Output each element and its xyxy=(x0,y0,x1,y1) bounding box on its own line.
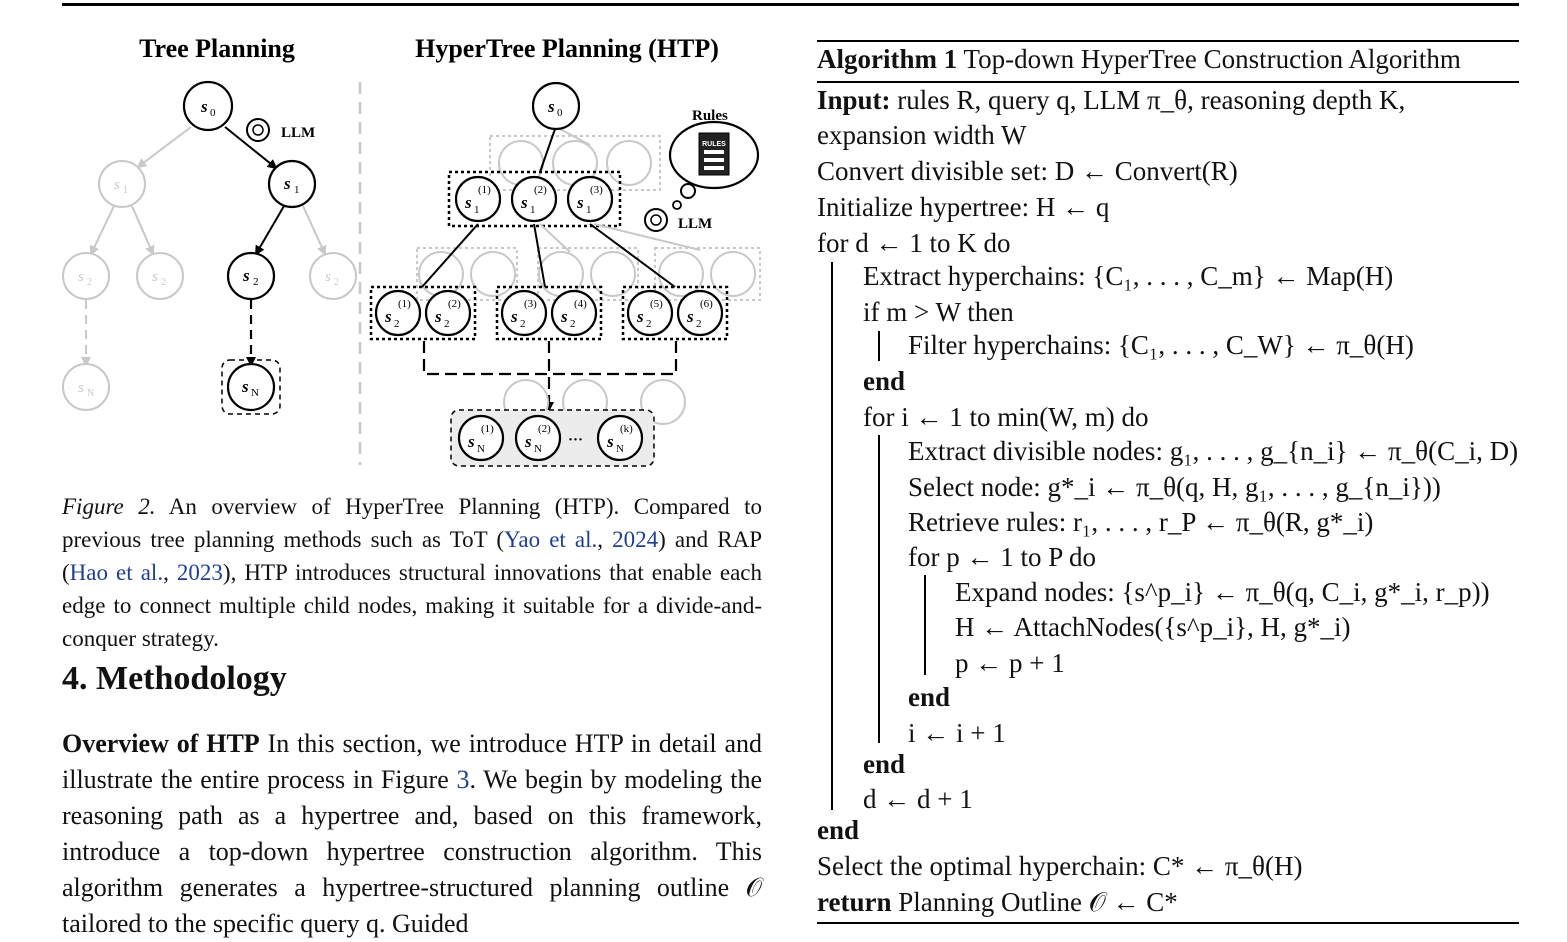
svg-text:2: 2 xyxy=(334,277,339,288)
svg-text:s: s xyxy=(548,97,555,116)
node-sN xyxy=(228,364,274,410)
svg-text:s: s xyxy=(284,174,291,193)
svg-text:(2): (2) xyxy=(534,184,547,196)
ghost-node xyxy=(471,252,515,296)
svg-text:2: 2 xyxy=(444,318,450,330)
algo-line: Filter hyperchains: {C₁, . . . , C_W} ← π_θ(H) xyxy=(908,330,1414,360)
kw-return: return xyxy=(817,887,892,917)
node-s1-1 xyxy=(456,177,500,221)
svg-text:2: 2 xyxy=(696,318,702,330)
node-s0 xyxy=(184,82,232,130)
svg-text:(2): (2) xyxy=(448,298,461,310)
svg-text:s: s xyxy=(78,269,84,285)
kw-input: Input: xyxy=(817,85,891,115)
ghost-node xyxy=(419,252,463,296)
algo-input xyxy=(817,83,1405,117)
svg-text:(5): (5) xyxy=(650,298,663,310)
algorithm-box xyxy=(817,38,1519,925)
algo-line: Initialize hypertree: H ← q xyxy=(817,192,1110,222)
svg-text:s: s xyxy=(561,307,568,326)
algo-line: rules R, query q, LLM π_θ, reasoning depth K, xyxy=(897,85,1406,115)
node-s2 xyxy=(228,253,274,299)
caption-text: An overview of HyperTree Planning (HTP). Compared to previous tree planning methods such as ToT ( xyxy=(62,494,762,552)
figure-label: Figure 2. xyxy=(62,494,156,519)
algo-end: end xyxy=(817,815,860,845)
svg-text:2: 2 xyxy=(570,318,576,330)
svg-text:s: s xyxy=(243,266,250,285)
block-bar xyxy=(831,262,833,810)
ghost-node xyxy=(591,252,635,296)
algo-title xyxy=(817,42,1461,76)
algo-return xyxy=(817,885,1178,919)
paragraph-lead: Overview of HTP xyxy=(62,729,260,758)
algo-end: end xyxy=(863,366,906,396)
citation-year-link[interactable]: 2024 xyxy=(612,527,659,552)
citation-link[interactable]: Yao et al. xyxy=(504,527,598,552)
node-s2-gray xyxy=(137,253,183,299)
svg-text:(2): (2) xyxy=(538,423,551,435)
svg-text:N: N xyxy=(477,443,485,455)
section-heading: 4. Methodology xyxy=(62,660,287,697)
figure-ref-link[interactable]: 3 xyxy=(456,765,470,794)
svg-text:(3): (3) xyxy=(524,298,537,310)
svg-text:s: s xyxy=(325,269,331,285)
citation-link[interactable]: Hao et al. xyxy=(69,560,164,585)
svg-text:2: 2 xyxy=(253,276,259,288)
svg-text:s: s xyxy=(521,193,528,212)
llm-icon xyxy=(247,119,269,141)
svg-text:2: 2 xyxy=(646,318,652,330)
svg-text:1: 1 xyxy=(294,184,300,196)
svg-text:1: 1 xyxy=(123,185,128,196)
rules-cloud-icon xyxy=(670,122,758,209)
node-sN-k xyxy=(598,416,642,460)
svg-text:0: 0 xyxy=(557,107,563,119)
svg-text:s: s xyxy=(78,380,84,396)
algo-line: Select node: g*_i ← π_θ(q, H, g₁, . . . , g_{n_i})) xyxy=(908,472,1441,502)
algo-bottom-rule xyxy=(817,922,1519,924)
svg-text:2: 2 xyxy=(394,318,400,330)
algo-end: end xyxy=(863,749,906,779)
node-s2-3 xyxy=(502,291,546,335)
svg-text:s: s xyxy=(577,193,584,212)
node-s2-6 xyxy=(678,291,722,335)
svg-text:s: s xyxy=(511,307,518,326)
ghost-node xyxy=(659,252,703,296)
node-sN-gray xyxy=(63,364,109,410)
node-s1-gray xyxy=(99,161,145,207)
svg-text:(1): (1) xyxy=(398,298,411,310)
ghost-node xyxy=(607,141,651,185)
node-s2-gray xyxy=(63,253,109,299)
node-s2-5 xyxy=(628,291,672,335)
block-bar xyxy=(878,331,880,361)
llm-label: LLM xyxy=(281,125,316,141)
algo-line: i ← i + 1 xyxy=(908,718,1006,748)
node-s2-1 xyxy=(376,291,420,335)
svg-text:(6): (6) xyxy=(700,298,713,310)
block-bar xyxy=(878,435,880,743)
node-s1-3 xyxy=(568,177,612,221)
top-rule xyxy=(62,3,1519,6)
algo-line: Select the optimal hyperchain: C* ← π_θ(H) xyxy=(817,851,1303,881)
llm-icon xyxy=(645,209,667,231)
svg-text:N: N xyxy=(251,387,259,399)
algo-label: Algorithm 1 xyxy=(817,44,958,74)
svg-text:N: N xyxy=(87,388,95,399)
node-htp-s0 xyxy=(533,83,579,129)
svg-text:s: s xyxy=(114,177,120,193)
svg-text:s: s xyxy=(468,432,475,451)
node-s2-gray xyxy=(310,253,356,299)
algo-title-text: Top-down HyperTree Construction Algorithm xyxy=(963,44,1461,74)
htp-title: HyperTree Planning (HTP) xyxy=(415,34,719,63)
algo-if: if m > W then xyxy=(863,297,1014,327)
caption-text: ) and RAP ( xyxy=(62,527,762,585)
node-s2-4 xyxy=(552,291,596,335)
node-s1-2 xyxy=(512,177,556,221)
algo-end: end xyxy=(908,682,951,712)
block-bar xyxy=(924,575,926,675)
svg-text:N: N xyxy=(534,443,542,455)
algo-for-p: for p ← 1 to P do xyxy=(908,542,1096,572)
algo-line: Expand nodes: {s^p_i} ← π_θ(q, C_i, g*_i, r_p)) xyxy=(955,577,1490,607)
svg-text:1: 1 xyxy=(474,204,480,216)
ghost-node xyxy=(711,252,755,296)
svg-text:s: s xyxy=(465,193,472,212)
svg-text:2: 2 xyxy=(87,277,92,288)
final-ellipsis: ··· xyxy=(568,432,584,448)
svg-text:1: 1 xyxy=(586,204,592,216)
svg-text:(k): (k) xyxy=(620,423,633,435)
paragraph-text: In this section, we introduce HTP in detail and illustrate the entire process in Figure xyxy=(62,729,762,794)
svg-text:s: s xyxy=(242,377,249,396)
ghost-node xyxy=(539,252,583,296)
svg-text:(4): (4) xyxy=(574,298,587,310)
svg-text:s: s xyxy=(637,307,644,326)
rules-badge: RULES xyxy=(702,141,726,148)
paragraph-text: . We begin by modeling the reasoning path as a hypertree and, based on this framework, introduce a top-down hypertree construction algorithm. This algorithm generates a hypertree-structured planning outline 𝒪 tailored to the specific query q. Guided xyxy=(62,765,762,938)
node-sN-1 xyxy=(459,416,503,460)
algo-line: H ← AttachNodes({s^p_i}, H, g*_i) xyxy=(955,612,1351,642)
algo-line: Convert divisible set: D ← Convert(R) xyxy=(817,156,1238,186)
llm-label-right: LLM xyxy=(678,216,713,232)
node-sN-2 xyxy=(516,416,560,460)
svg-text:s: s xyxy=(525,432,532,451)
algo-line: Retrieve rules: r₁, . . . , r_P ← π_θ(R, g*_i) xyxy=(908,507,1374,537)
svg-text:s: s xyxy=(687,307,694,326)
algo-line: Extract hyperchains: {C₁, . . . , C_m} ← Map(H) xyxy=(863,261,1394,291)
svg-text:2: 2 xyxy=(520,318,526,330)
svg-text:s: s xyxy=(201,97,208,116)
edge-s1-s2 xyxy=(256,206,284,254)
svg-text:(3): (3) xyxy=(590,184,603,196)
algo-line: p ← p + 1 xyxy=(955,648,1065,678)
svg-text:s: s xyxy=(152,269,158,285)
algo-line: Extract divisible nodes: g₁, . . . , g_{n_i} ← π_θ(C_i, D) xyxy=(908,436,1519,466)
caption-text: ), HTP introduces structural innovations that enable each edge to connect multiple child nodes, making it suitable for a divide-and-conquer strategy. xyxy=(62,560,763,651)
tree-planning-title: Tree Planning xyxy=(139,34,295,63)
svg-text:1: 1 xyxy=(530,204,536,216)
algo-line: expansion width W xyxy=(817,120,1027,150)
svg-text:0: 0 xyxy=(210,107,216,119)
figure-2 xyxy=(40,20,780,475)
svg-text:s: s xyxy=(607,432,614,451)
svg-text:s: s xyxy=(385,307,392,326)
rules-label: Rules xyxy=(692,108,728,124)
figure-2-diagram xyxy=(40,20,780,475)
edge-gray xyxy=(132,206,153,254)
edge-gray xyxy=(303,206,325,254)
citation-year-link[interactable]: 2023 xyxy=(176,560,223,585)
svg-text:(1): (1) xyxy=(478,184,491,196)
edge-s0-s1-gray xyxy=(138,127,191,167)
algo-for-i: for i ← 1 to min(W, m) do xyxy=(863,402,1149,432)
edge-gray xyxy=(91,206,114,254)
figure-caption: Figure 2. An overview of HyperTree Planning (HTP). Compared to previous tree planning methods such as ToT (Yao et al., 2024) and RAP (Hao et al., 2023), HTP introduces structural innovations that enable each edge to connect multiple child nodes, making it suitable for a divide-and-conquer strategy. xyxy=(62,494,763,651)
algo-line: d ← d + 1 xyxy=(863,784,973,814)
svg-text:2: 2 xyxy=(161,277,166,288)
node-s2-2 xyxy=(426,291,470,335)
algo-line: Planning Outline 𝒪 ← C* xyxy=(898,887,1178,917)
svg-text:(1): (1) xyxy=(481,423,494,435)
node-s1 xyxy=(269,161,315,207)
svg-text:N: N xyxy=(616,443,624,455)
svg-text:s: s xyxy=(435,307,442,326)
body-paragraph xyxy=(62,726,762,942)
algo-for-d: for d ← 1 to K do xyxy=(817,228,1011,258)
